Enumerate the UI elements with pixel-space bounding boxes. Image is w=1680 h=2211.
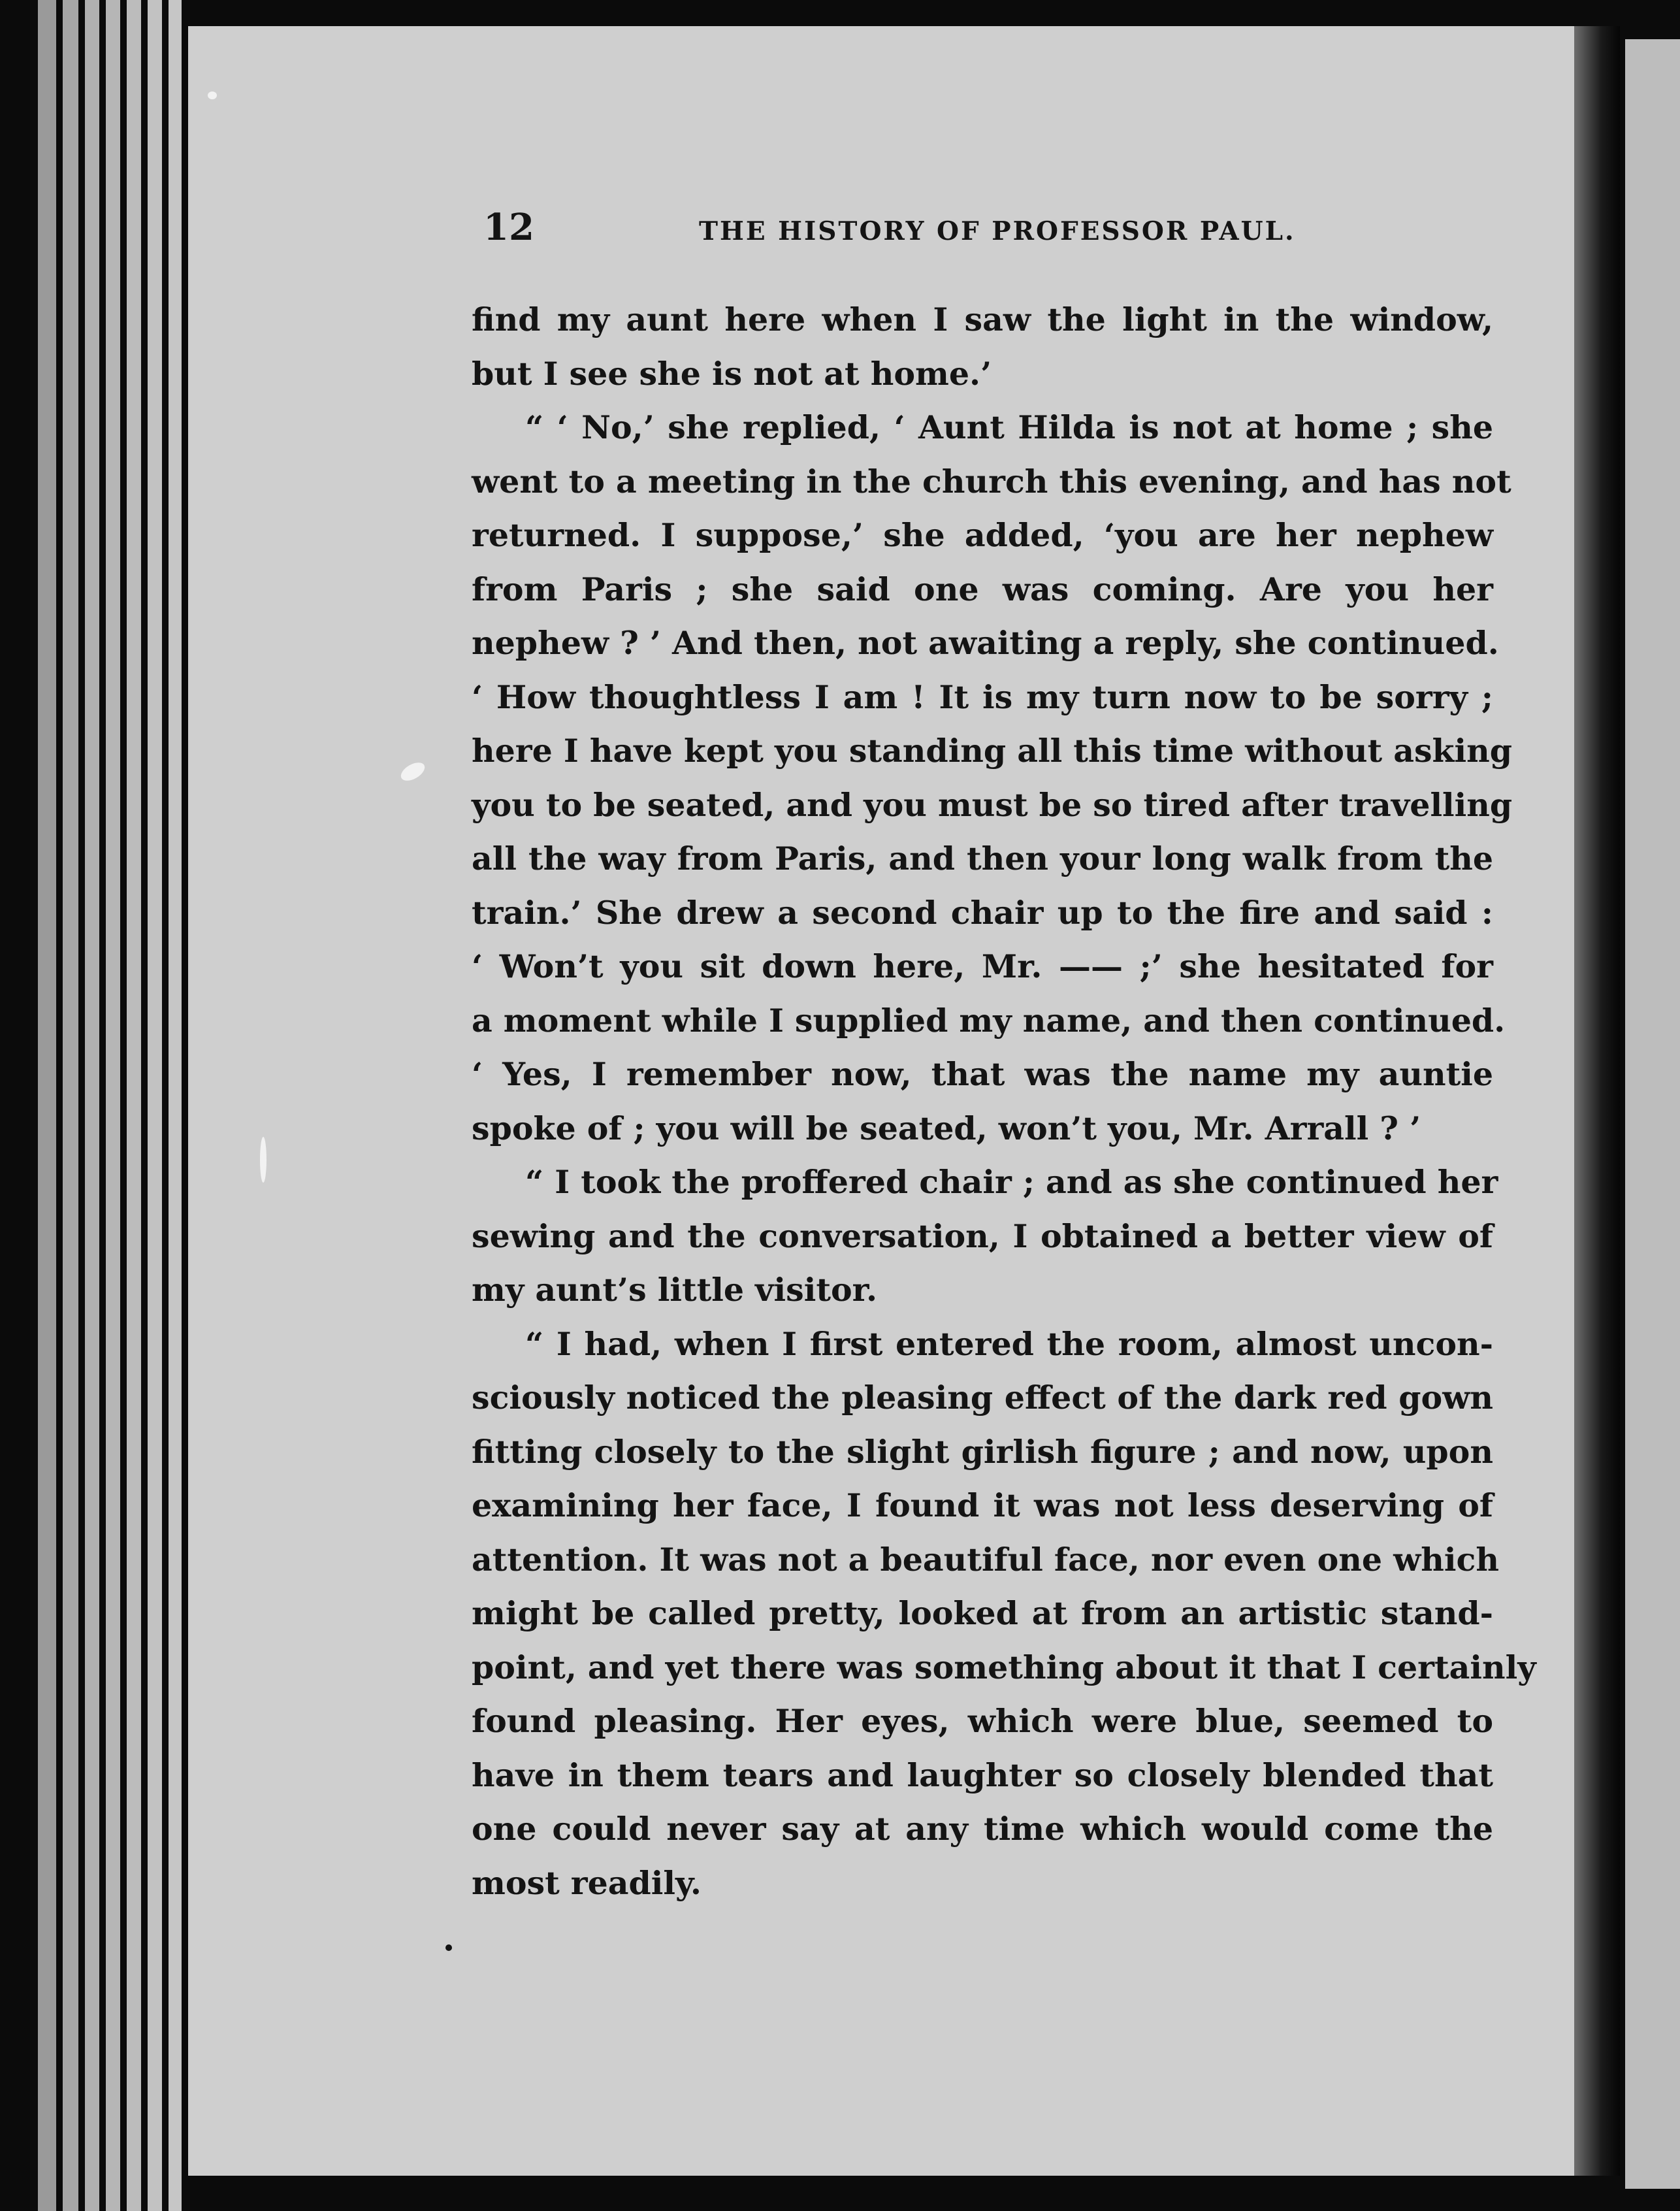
- text-line: have in them tears and laughter so closely blended that: [472, 1756, 1493, 1794]
- text-line: sewing and the conversation, I obtained a better view of: [472, 1217, 1493, 1255]
- text-line: here I have kept you standing all this time without asking: [472, 732, 1512, 770]
- text-line: ‘ Won’t you sit down here, Mr. —— ;’ she hesitated for: [472, 947, 1493, 985]
- text-line: fitting closely to the slight girlish figure ; and now, upon: [472, 1432, 1493, 1471]
- text-line: examining her face, I found it was not less deserving of: [472, 1486, 1493, 1524]
- text-line: “ I had, when I first entered the room, almost uncon-: [525, 1324, 1493, 1363]
- text-line: might be called pretty, looked at from an artistic stand-: [472, 1594, 1493, 1632]
- text-line: but I see she is not at home.’: [472, 354, 992, 393]
- binding-gutter: [1574, 26, 1620, 2176]
- scan-speck: [208, 91, 217, 99]
- text-line: ‘ Yes, I remember now, that was the name my auntie: [472, 1055, 1493, 1093]
- text-line: went to a meeting in the church this evening, and has not: [472, 462, 1511, 500]
- scan-speck: [260, 1137, 267, 1183]
- page-edge: [127, 0, 141, 2211]
- text-line: nephew ? ’ And then, not awaiting a reply, she continued.: [472, 624, 1499, 662]
- text-line: spoke of ; you will be seated, won’t you, Mr. Arrall ? ’: [472, 1109, 1421, 1147]
- scan-dot: [445, 1944, 452, 1951]
- text-line: most readily.: [472, 1863, 702, 1902]
- text-line: “ I took the proffered chair ; and as she continued her: [525, 1163, 1498, 1201]
- text-line: my aunt’s little visitor.: [472, 1271, 878, 1309]
- text-line: found pleasing. Her eyes, which were blue, seemed to: [472, 1702, 1493, 1740]
- page-edge: [106, 0, 120, 2211]
- facing-page-edge: [1625, 39, 1680, 2189]
- text-line: you to be seated, and you must be so tired after travelling: [472, 785, 1513, 824]
- body-text: [472, 293, 1536, 1910]
- text-line: ‘ How thoughtless I am ! It is my turn now to be sorry ;: [472, 678, 1493, 716]
- text-line: attention. It was not a beautiful face, nor even one which: [472, 1540, 1500, 1579]
- text-line: point, and yet there was something about it that I certainly: [472, 1648, 1536, 1686]
- page-edge: [63, 0, 78, 2211]
- text-line: from Paris ; she said one was coming. Are you her: [472, 570, 1493, 608]
- running-head: [483, 208, 1333, 247]
- text-line: train.’ She drew a second chair up to the fire and said :: [472, 893, 1493, 932]
- running-title: THE HISTORY OF PROFESSOR PAUL.: [699, 216, 1296, 246]
- page-edge: [148, 0, 162, 2211]
- text-line: one could never say at any time which would come the: [472, 1810, 1493, 1848]
- page-edge: [38, 0, 56, 2211]
- text-line: a moment while I supplied my name, and then continued.: [472, 1001, 1506, 1040]
- text-line: sciously noticed the pleasing effect of the dark red gown: [472, 1379, 1493, 1417]
- page-edge: [169, 0, 182, 2211]
- text-line: all the way from Paris, and then your long walk from the: [472, 840, 1493, 877]
- page-edge: [85, 0, 99, 2211]
- page-number: 12: [483, 206, 534, 249]
- text-line: “ ‘ No,’ she replied, ‘ Aunt Hilda is not at home ; she: [525, 408, 1493, 446]
- text-line: returned. I suppose,’ she added, ‘you are her nephew: [472, 516, 1493, 554]
- text-line: find my aunt here when I saw the light in the window,: [472, 301, 1493, 338]
